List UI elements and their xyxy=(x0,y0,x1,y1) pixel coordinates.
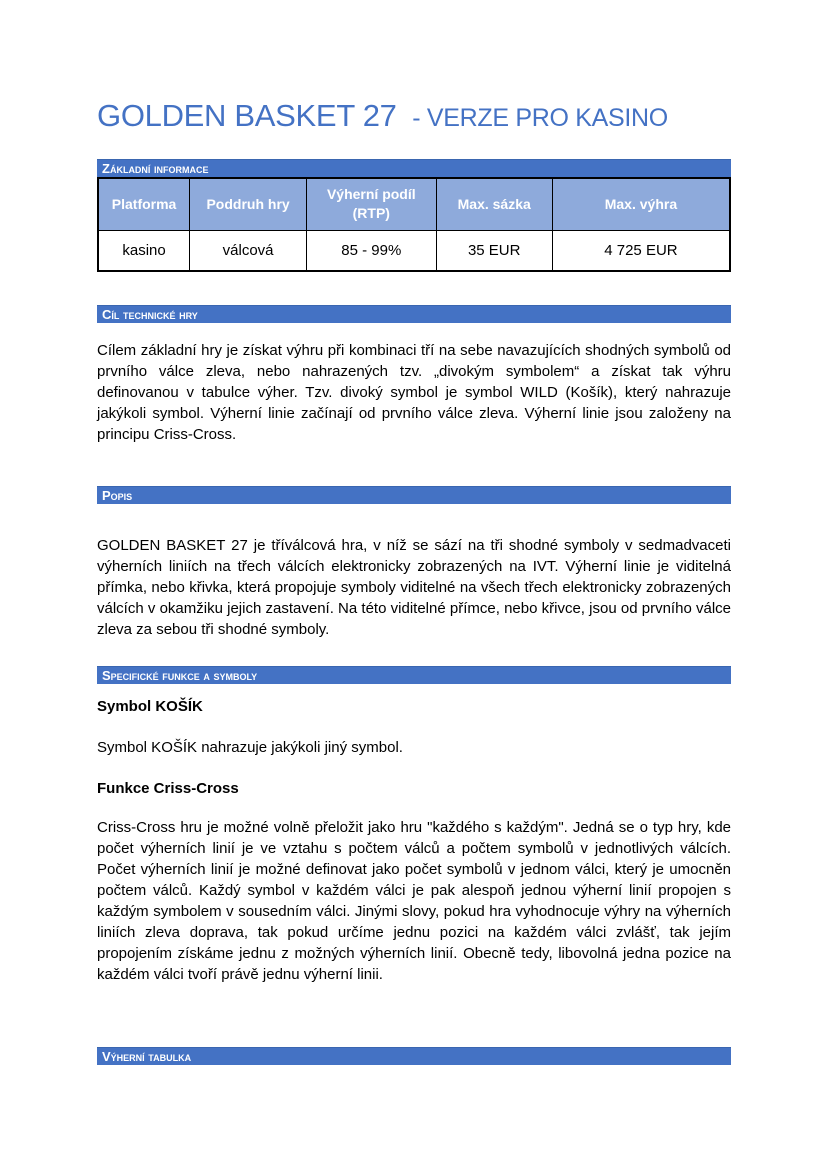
table-cell-platforma: kasino xyxy=(98,230,190,271)
section-heading-paytable: Výherní tabulka xyxy=(97,1047,731,1065)
table-cell-max-sazka: 35 EUR xyxy=(436,230,552,271)
symbol-kosik-subheading: Symbol KOŠÍK xyxy=(97,698,203,715)
document-content xyxy=(97,0,731,985)
section-heading-functions: Specifické funkce a symboly xyxy=(97,666,731,684)
table-header-platforma: Platforma xyxy=(98,178,190,230)
table-cell-poddruh-hry: válcová xyxy=(190,230,307,271)
symbol-kosik-paragraph: Symbol KOŠÍK nahrazuje jakýkoli jiný symbol. xyxy=(97,739,403,756)
table-header-row xyxy=(98,178,730,230)
description-paragraph: GOLDEN BASKET 27 je tříválcová hra, v níž se sází na tři shodné symboly v sedmadvaceti výherních liniích na třech válcích elektronicky zobrazených na IVT. Výherní linie je viditelná přímka, nebo křivka, která propojuje symboly viditelné na všech třech elektronicky zobrazených válcích v okamžiku jejich zastavení. Na této viditelné přímce, nebo křivce, jsou od prvního válce zleva za sebou tři shodné symboly. xyxy=(97,537,731,638)
section-heading-description: Popis xyxy=(97,486,731,504)
page-title-suffix: - VERZE PRO KASINO xyxy=(412,104,668,132)
section-heading-goal: Cíl technické hry xyxy=(97,305,731,323)
table-header-vyherni-podil: Výherní podíl (RTP) xyxy=(307,178,437,230)
table-header-max-sazka: Max. sázka xyxy=(436,178,552,230)
basic-info-table xyxy=(97,177,731,272)
table-cell-max-vyhra: 4 725 EUR xyxy=(552,230,730,271)
criss-cross-subheading: Funkce Criss-Cross xyxy=(97,780,239,797)
table-cell-vyherni-podil: 85 - 99% xyxy=(307,230,437,271)
page-title-main: GOLDEN BASKET 27 xyxy=(97,98,397,133)
section-heading-basic-info: Základní informace xyxy=(97,159,731,177)
goal-paragraph: Cílem základní hry je získat výhru při kombinaci tří na sebe navazujících shodných symbolů od prvního válce zleva, nebo nahrazených tzv. „divokým symbolem“ a získat tak výhru definovanou v tabulce výher. Tzv. divoký symbol je symbol WILD (Košík), který nahrazuje jakýkoli symbol. Výherní linie začínají od prvního válce zleva. Výherní linie jsou založeny na principu Criss-Cross. xyxy=(97,342,731,443)
page-title xyxy=(97,0,731,138)
criss-cross-paragraph: Criss-Cross hru je možné volně přeložit jako hru "každého s každým". Jedná se o typ hry, kde počet výherních linií je ve vztahu s počtem válců a počtem symbolů v jednotlivých válcích. Počet výherních linií je možné definovat jako počet symbolů v jednom válci, který je umocněn počtem válců. Každý symbol v každém válci je pak alespoň jednou výherní linií propojen s každým symbolem v sousedním válci. Jinými slovy, pokud hra vyhodnocuje výhry na výherních liniích zleva doprava, tak pokud určíme jednu pozici na každém válci zvlášť, tak jejím propojením získáme jednu z možných výherních linií. Obecně tedy, libovolná jedna pozice na každém válci tvoří právě jednu výherní linii. xyxy=(97,819,731,983)
table-header-poddruh-hry: Poddruh hry xyxy=(190,178,307,230)
table-row xyxy=(98,230,730,271)
table-header-max-vyhra: Max. výhra xyxy=(552,178,730,230)
